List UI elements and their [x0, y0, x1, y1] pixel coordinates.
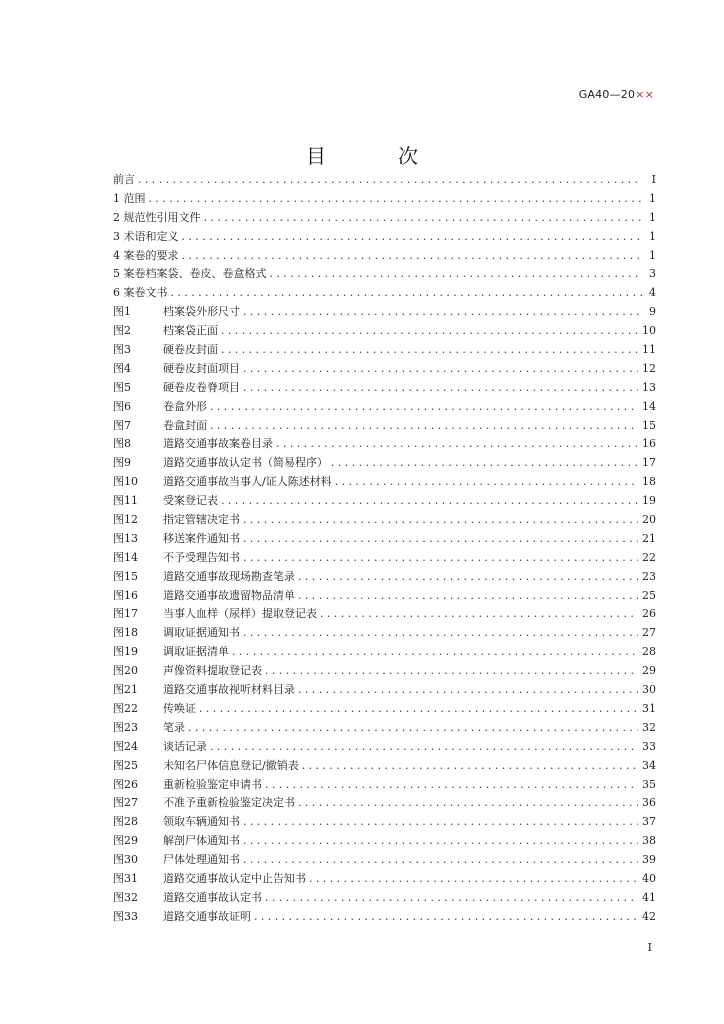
toc-entry-page-number: 14: [642, 399, 656, 413]
toc-entry[interactable]: [113, 757, 656, 776]
toc-entry-title: 硬卷皮封面项目: [163, 361, 240, 375]
toc-entry[interactable]: [113, 719, 656, 738]
toc-entry-figure-number: 图19: [113, 645, 138, 659]
toc-entry-title: 笔录: [163, 720, 185, 734]
toc-entry-figure-number: 图20: [113, 664, 138, 678]
toc-entry[interactable]: [113, 473, 656, 492]
toc-dot-leader: [199, 700, 638, 719]
toc-entry-figure-number: 图26: [113, 777, 138, 791]
toc-dot-leader: [232, 643, 638, 662]
toc-entry-page-number: 17: [642, 456, 656, 470]
standard-code-mark: ××: [635, 88, 654, 101]
toc-entry-title: 道路交通事故视听材料目录: [163, 683, 295, 697]
toc-entry[interactable]: [113, 738, 656, 757]
toc-dot-leader: [298, 587, 638, 606]
toc-dot-leader: [243, 851, 638, 870]
toc-dot-leader: [210, 398, 638, 417]
toc-entry-figure-number: 图8: [113, 437, 131, 451]
toc-entry-figure-number: 图12: [113, 513, 138, 527]
toc-entry-page-number: 10: [642, 324, 656, 338]
toc-entry[interactable]: [113, 776, 656, 795]
toc-dot-leader: [331, 454, 638, 473]
toc-entry[interactable]: [113, 209, 656, 228]
toc-entry-page-number: 36: [642, 796, 656, 810]
toc-dot-leader: [221, 492, 638, 511]
toc-entry-figure-number: 图1: [113, 305, 131, 319]
toc-dot-leader: [182, 247, 643, 266]
toc-dot-leader: [149, 190, 643, 209]
toc-entry-page-number: 16: [642, 437, 656, 451]
toc-entry-figure-number: 图30: [113, 853, 138, 867]
toc-entry-title: 当事人血样（尿样）提取登记表: [163, 607, 317, 621]
toc-entry-page-number: 1: [649, 248, 656, 262]
toc-entry[interactable]: [113, 417, 656, 436]
toc-dot-leader: [204, 209, 643, 228]
toc-entry-title: 道路交通事故现场勘查笔录: [163, 569, 295, 583]
toc-entry-title: 硬卷皮卷脊项目: [163, 380, 240, 394]
toc-dot-leader: [298, 568, 638, 587]
toc-entry-page-number: 41: [642, 890, 656, 904]
toc-entry[interactable]: [113, 832, 656, 851]
toc-dot-leader: [221, 341, 638, 360]
toc-entry[interactable]: [113, 511, 656, 530]
toc-entry-figure-number: 图7: [113, 418, 131, 432]
toc-entry[interactable]: [113, 643, 656, 662]
toc-dot-leader: [265, 889, 638, 908]
toc-entry-page-number: 3: [649, 267, 656, 281]
toc-dot-leader: [302, 757, 638, 776]
toc-entry-title: 调取证据清单: [163, 645, 229, 659]
toc-entry-page-number: 1: [649, 191, 656, 205]
toc-entry-page-number: 35: [642, 777, 656, 791]
toc-entry-title: 调取证据通知书: [163, 626, 240, 640]
toc-entry-title: 不准予重新检验鉴定决定书: [163, 796, 295, 810]
toc-entry-page-number: 4: [649, 286, 656, 300]
toc-entry-title: 不予受理告知书: [163, 550, 240, 564]
toc-dot-leader: [182, 228, 643, 247]
toc-entry-figure-number: 图17: [113, 607, 138, 621]
toc-dot-leader: [243, 832, 638, 851]
toc-dot-leader: [298, 794, 638, 813]
toc-entry-figure-number: 图31: [113, 871, 138, 885]
toc-dot-leader: [270, 265, 643, 284]
toc-entry-title: 解剖尸体通知书: [163, 834, 240, 848]
toc-entry-title: 道路交通事故证明: [163, 909, 251, 923]
toc-dot-leader: [243, 530, 638, 549]
standard-code: [579, 88, 654, 101]
toc-entry-title: 档案袋外形尺寸: [163, 305, 240, 319]
toc-entry-figure-number: 图15: [113, 569, 138, 583]
toc-entry-figure-number: 图2: [113, 324, 131, 338]
toc-entry[interactable]: [113, 322, 656, 341]
toc-entry[interactable]: [113, 870, 656, 889]
toc-entry-page-number: 20: [642, 513, 656, 527]
toc-entry-title: 卷盒外形: [163, 399, 207, 413]
toc-entry-title: 5 案卷档案袋、卷皮、卷盒格式: [113, 267, 267, 281]
toc-entry-figure-number: 图33: [113, 909, 138, 923]
page-title: 目 次: [306, 144, 444, 168]
toc-entry-figure-number: 图28: [113, 815, 138, 829]
toc-dot-leader: [254, 908, 638, 927]
toc-entry[interactable]: [113, 605, 656, 624]
toc-entry-title: 卷盒封面: [163, 418, 207, 432]
toc-entry[interactable]: [113, 379, 656, 398]
toc-entry-figure-number: 图24: [113, 739, 138, 753]
toc-entry-title: 尸体处理通知书: [163, 853, 240, 867]
toc-entry[interactable]: [113, 700, 656, 719]
toc-entry-figure-number: 图29: [113, 834, 138, 848]
standard-code-prefix: GA40—20: [578, 88, 636, 101]
toc-entry-page-number: 25: [642, 588, 656, 602]
toc-entry-figure-number: 图4: [113, 361, 131, 375]
toc-entry-figure-number: 图11: [113, 494, 138, 508]
toc-dot-leader: [243, 379, 638, 398]
toc-entry-title: 重新检验鉴定申请书: [163, 777, 262, 791]
toc-entry-figure-number: 图14: [113, 550, 138, 564]
toc-dot-leader: [276, 435, 638, 454]
toc-entry[interactable]: [113, 265, 656, 284]
toc-entry-figure-number: 图3: [113, 343, 131, 357]
toc-dot-leader: [243, 549, 638, 568]
toc-dot-leader: [243, 511, 638, 530]
toc-entry[interactable]: [113, 341, 656, 360]
toc-entry[interactable]: [113, 813, 656, 832]
toc-entry-figure-number: 图16: [113, 588, 138, 602]
toc-entry[interactable]: [113, 492, 656, 511]
toc-entry-figure-number: 图9: [113, 456, 131, 470]
table-of-contents: [113, 171, 656, 927]
toc-entry-page-number: 1: [649, 210, 656, 224]
toc-entry-page-number: 13: [642, 380, 656, 394]
toc-dot-leader: [138, 171, 642, 190]
toc-entry-figure-number: 图13: [113, 531, 138, 545]
toc-entry-page-number: 1: [649, 229, 656, 243]
toc-entry-title: 道路交通事故认定中止告知书: [163, 871, 306, 885]
page-number: I: [647, 941, 652, 954]
toc-entry-figure-number: 图18: [113, 626, 138, 640]
toc-entry-page-number: 38: [642, 834, 656, 848]
toc-entry-figure-number: 图25: [113, 758, 138, 772]
toc-entry[interactable]: [113, 247, 656, 266]
toc-entry-figure-number: 图6: [113, 399, 131, 413]
toc-entry-title: 道路交通事故认定书（简易程序）: [163, 456, 328, 470]
toc-entry-page-number: I: [651, 173, 656, 186]
toc-entry[interactable]: [113, 587, 656, 606]
toc-entry[interactable]: [113, 171, 656, 190]
toc-entry[interactable]: [113, 284, 656, 303]
toc-entry-title: 1 范围: [113, 191, 146, 205]
toc-dot-leader: [243, 813, 638, 832]
toc-entry-title: 道路交通事故认定书: [163, 890, 262, 904]
toc-dot-leader: [298, 681, 638, 700]
toc-entry-page-number: 15: [642, 418, 656, 432]
toc-entry-title: 道路交通事故当事人/证人陈述材料: [163, 475, 332, 489]
toc-entry-title: 指定管辖决定书: [163, 513, 240, 527]
toc-entry-title: 道路交通事故案卷目录: [163, 437, 273, 451]
toc-entry[interactable]: [113, 303, 656, 322]
toc-dot-leader: [188, 719, 638, 738]
toc-dot-leader: [243, 303, 642, 322]
toc-dot-leader: [243, 624, 638, 643]
toc-entry-page-number: 19: [642, 494, 656, 508]
toc-entry[interactable]: [113, 681, 656, 700]
toc-entry[interactable]: [113, 889, 656, 908]
toc-entry-figure-number: 图22: [113, 701, 138, 715]
toc-entry-title: 2 规范性引用文件: [113, 210, 201, 224]
toc-entry-page-number: 12: [642, 361, 656, 375]
toc-dot-leader: [221, 322, 638, 341]
toc-entry-page-number: 26: [642, 607, 656, 621]
toc-entry[interactable]: [113, 190, 656, 209]
toc-entry-title: 声像资料提取登记表: [163, 664, 262, 678]
toc-entry-title: 受案登记表: [163, 494, 218, 508]
toc-dot-leader: [265, 776, 638, 795]
toc-entry-figure-number: 图32: [113, 890, 138, 904]
toc-entry-title: 未知名尸体信息登记/撤销表: [163, 758, 299, 772]
toc-dot-leader: [210, 417, 638, 436]
toc-entry-page-number: 9: [649, 305, 656, 319]
toc-entry-figure-number: 图10: [113, 475, 138, 489]
toc-dot-leader: [335, 473, 638, 492]
toc-dot-leader: [243, 360, 638, 379]
toc-entry-page-number: 18: [642, 475, 656, 489]
toc-entry-title: 移送案件通知书: [163, 531, 240, 545]
toc-entry-page-number: 34: [642, 758, 656, 772]
toc-entry-title: 谈话记录: [163, 739, 207, 753]
toc-entry[interactable]: [113, 398, 656, 417]
toc-entry-page-number: 27: [642, 626, 656, 640]
toc-entry-page-number: 11: [642, 343, 656, 357]
toc-entry-figure-number: 图21: [113, 683, 138, 697]
toc-entry-page-number: 31: [642, 701, 656, 715]
toc-entry-page-number: 28: [642, 645, 656, 659]
toc-entry[interactable]: [113, 228, 656, 247]
toc-entry-page-number: 39: [642, 853, 656, 867]
toc-dot-leader: [210, 738, 638, 757]
toc-entry-title: 领取车辆通知书: [163, 815, 240, 829]
toc-entry-title: 前言: [113, 173, 135, 186]
toc-entry-page-number: 21: [642, 531, 656, 545]
toc-entry-title: 3 术语和定义: [113, 229, 179, 243]
toc-entry-page-number: 22: [642, 550, 656, 564]
toc-entry[interactable]: [113, 454, 656, 473]
toc-entry-title: 6 案卷文书: [113, 286, 168, 300]
toc-entry-page-number: 23: [642, 569, 656, 583]
toc-entry[interactable]: [113, 851, 656, 870]
toc-entry-page-number: 32: [642, 720, 656, 734]
toc-entry[interactable]: [113, 908, 656, 927]
toc-entry-page-number: 30: [642, 683, 656, 697]
toc-entry[interactable]: [113, 435, 656, 454]
toc-entry[interactable]: [113, 794, 656, 813]
toc-entry-page-number: 29: [642, 664, 656, 678]
toc-entry-page-number: 40: [642, 871, 656, 885]
toc-entry-title: 硬卷皮封面: [163, 343, 218, 357]
toc-dot-leader: [309, 870, 638, 889]
toc-entry-title: 道路交通事故遗留物品清单: [163, 588, 295, 602]
toc-entry[interactable]: [113, 624, 656, 643]
toc-entry-figure-number: 图5: [113, 380, 131, 394]
toc-entry-page-number: 33: [642, 739, 656, 753]
toc-entry[interactable]: [113, 549, 656, 568]
toc-entry-title: 4 案卷的要求: [113, 248, 179, 262]
toc-entry-figure-number: 图27: [113, 796, 138, 810]
toc-entry-title: 档案袋正面: [163, 324, 218, 338]
toc-entry-figure-number: 图23: [113, 720, 138, 734]
toc-entry[interactable]: [113, 568, 656, 587]
toc-entry[interactable]: [113, 662, 656, 681]
toc-entry-title: 传唤证: [163, 701, 196, 715]
toc-entry-page-number: 37: [642, 815, 656, 829]
toc-dot-leader: [265, 662, 638, 681]
toc-entry[interactable]: [113, 530, 656, 549]
toc-entry-page-number: 42: [642, 909, 656, 923]
toc-entry[interactable]: [113, 360, 656, 379]
toc-dot-leader: [171, 284, 643, 303]
toc-dot-leader: [320, 605, 638, 624]
